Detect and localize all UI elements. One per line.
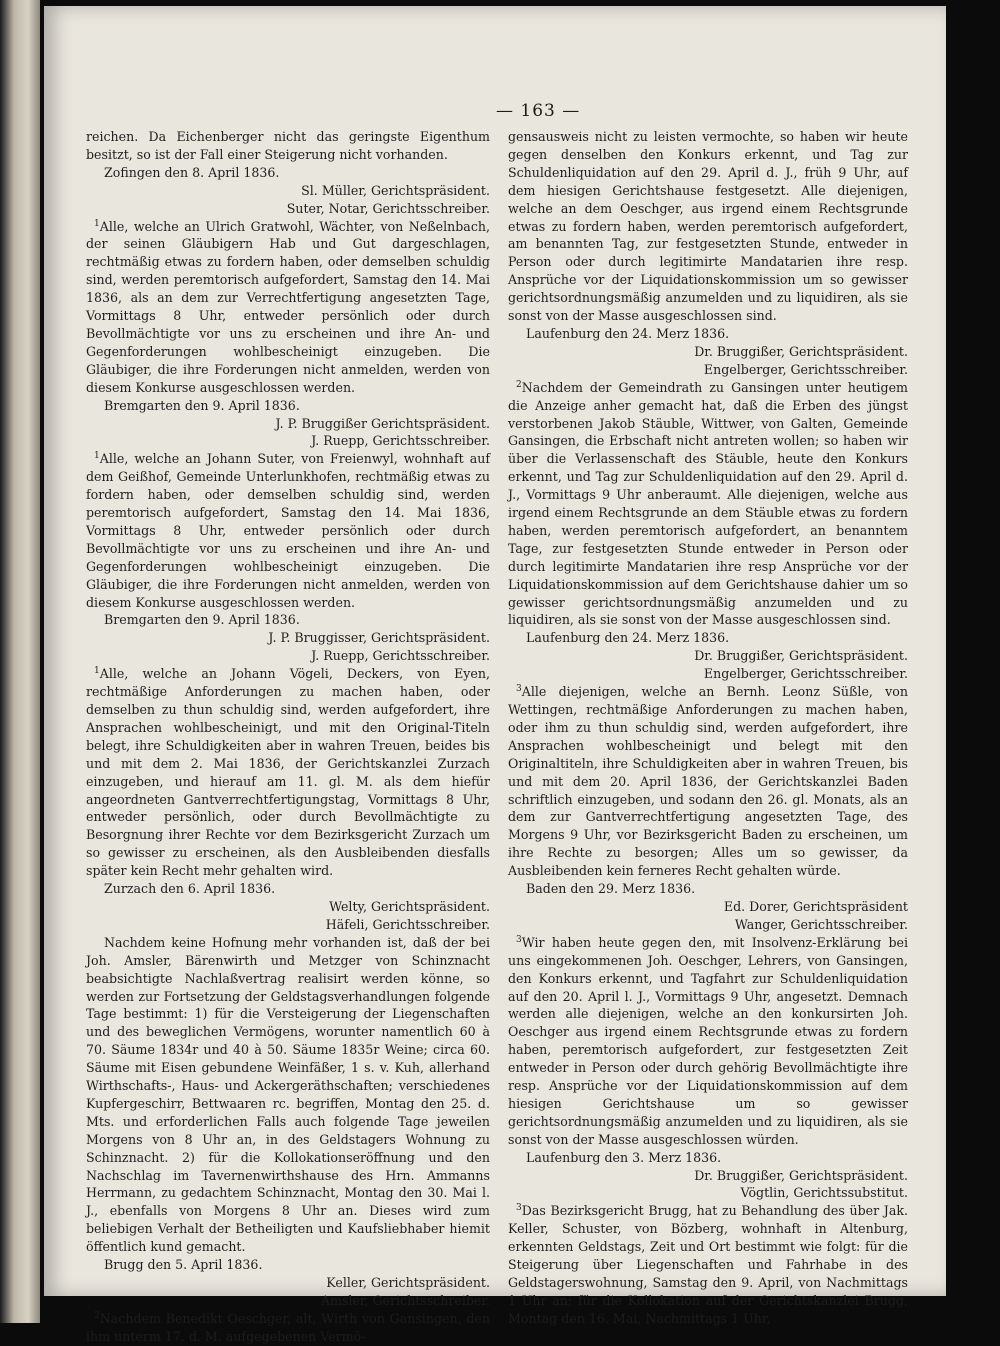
notice-signature: J. P. Bruggisser, Gerichtspräsident. — [268, 630, 490, 646]
footnote-marker: 1 — [94, 666, 100, 676]
notice-text: reichen. Da Eichenberger nicht das geringste Eigenthum besitzt, so ist der Fall einer Steigerung nicht vorhanden. — [86, 129, 490, 162]
notice-text — [508, 379, 908, 630]
footnote-marker: 1 — [94, 218, 100, 229]
notice-signature: Ed. Dorer, Gerichtspräsident — [723, 898, 908, 914]
notice-signature: Welty, Gerichtspräsident. — [329, 898, 490, 914]
notice-signature: Keller, Gerichtspräsident. — [326, 1275, 490, 1290]
notice-text: Nachdem keine Hofnung mehr vorhanden ist, daß der bei Joh. Amsler, Bärenwirth und Metzger von Schinznacht beabsichtigte Nachlaßvertrag realisirt werden könne, so werden zur Fortsetzung der Geldstagsverhandlungen folgende Tage bestimmt: 1) für die Versteigerung der Liegenschaften und des beweglichen Vermögens, worunter namentlich 60 à 70. Säume 1834r und 40 à 50. Säume 1835r Weine; circa 60. Säume mit Eisen gebundene Weinfäßer, 1 s. v. Kuh, allerhand Wirthschafts-, Haus- und Ackergeräthschaften; verschiedenes Kupfergeschirr, Bettwaaren rc. begriffen, Montag den 25. d. Mts. und erforderlichen Falls auch folgende Tage jeweilen Morgens von 8 Uhr an, in des Geldstagers Wohnung zu Schinznacht. 2) für die Kollokationseröffnung und den Nachschlag im Tavernenwirthshause des Hrn. Ammanns Herrmann, zu gedachtem Schinznacht, Montag den 30. Mai l. J., ebenfalls von Morgens 8 Uhr an. Dieses wird zum beliebigen Verhalt der Betheiligten und Kaufsliebhaber hiemit öffentlich kund gemacht. — [86, 934, 490, 1255]
notice-date: Zofingen den 8. April 1836. — [104, 164, 280, 180]
notice-date: Bremgarten den 9. April 1836. — [104, 612, 300, 628]
notice-date: Brugg den 5. April 1836. — [104, 1257, 263, 1273]
notice-text — [86, 218, 490, 397]
notice-date: Bremgarten den 9. April 1836. — [104, 397, 300, 413]
notice-signature: Engelberger, Gerichtsschreiber. — [703, 666, 908, 682]
notice-text: gensausweis nicht zu leisten vermochte, so haben wir heute gegen denselben den Konkurs erkennt, und Tag zur Schuldenliquidation auf den 29. April d. J., früh 9 Uhr, auf dem hiesigen Gerichtshause festgesetzt. Alle diejenigen, welche an dem Oeschger, aus irgend einem Rechtsgrunde etwas zu fordern haben, werden peremtorisch aufgefordert, am benannten Tag, zur festgesetzten Stunde, entweder in Person oder durch legitimirte Mandatarien ihre resp. Ansprüche vor der Liquidationskommission um so gewisser gerichtsordnungsmäßig anzumelden und zu liquidiren, als sie sonst von der Masse ausgeschlossen sind. — [508, 129, 908, 324]
left-column — [86, 128, 490, 1346]
notice-date: Laufenburg den 24. Merz 1836. — [526, 630, 730, 646]
footnote-marker: 2 — [94, 1310, 100, 1321]
notice-signature: Vögtlin, Gerichtssubstitut. — [740, 1185, 908, 1201]
footnote-marker: 3 — [516, 683, 522, 694]
notice-signature: Dr. Bruggißer, Gerichtspräsident. — [694, 343, 908, 359]
notice-body: Alle diejenigen, welche an Bernh. Leonz Süßle, von Wettingen, rechtmäßige Anforderungen zu machen haben, oder ihm zu thun schuldig sind, werden aufgefordert, ihre Ansprachen wohlbescheinigt und belegt mit den Originaltiteln, ihre Schuldigkeiten aber in wahren Treuen, bis und mit dem 20. April 1836, der Gerichtskanzlei Baden schriftlich einzugeben, und sodann den 26. gl. Monats, als an dem zur Gantverrechtfertigung angesetzten Tage, des Morgens 9 Uhr, vor Bezirksgericht Baden zu erscheinen, um ihre Rechte zu besorgen; Alles um so gewisser, da Ausbleibenden kein ferneres Recht gehalten würde. — [508, 684, 908, 879]
notice-body: Alle, welche an Johann Vögeli, Deckers, von Eyen, rechtmäßige Anforderungen zu machen haben, oder demselben zu thun schuldig sind, werden aufgefordert, ihre Ansprachen wohlbescheinigt, und mit den Original-Titeln belegt, ihre Schuldigkeiten aber in wahren Treuen, beides bis und mit dem 2. Mai 1836, der Gerichtskanzlei Zurzach einzugeben, und hierauf am 11. gl. M. als dem hiefür angeordneten Gantverrechtfertigungstag, Vormittags 8 Uhr, entweder persönlich, oder durch Bevollmächtigte zu Besorgnung ihrer Rechte vor dem Bezirksgericht Zurzach um so gewisser zu erscheinen, als den Ausbleibenden diesfalls später kein Recht mehr gehalten wird. — [86, 666, 490, 879]
notice-body: Wir haben heute gegen den, mit Insolvenz-Erklärung bei uns eingekommenen Joh. Oeschger, Lehrers, von Gansingen, den Konkurs erkennt, und Tagfahrt zur Schuldenliquidation auf den 20. April l. J., Vormittags 9 Uhr, angesetzt. Demnach werden alle diejenigen, welche an den konkursirten Joh. Oeschger aus irgend einem Rechtsgrunde etwas zu fordern haben, peremtorisch aufgefordert, zur festgesetzten Zeit entweder in Person oder durch gehörig Bevollmächtigte ihre resp. Ansprüche vor der Liquidationskommission auf dem hiesigen Gerichtshause um so gewisser gerichtsordnungsmäßig anzumelden und zu liquidiren, als sie sonst von der Masse ausgeschlossen würden. — [508, 934, 908, 1147]
notice-text — [508, 683, 908, 880]
notice-signature: Suter, Notar, Gerichtsschreiber. — [286, 200, 490, 216]
notice-date: Zurzach den 6. April 1836. — [104, 881, 276, 897]
page-number: — 163 — — [496, 101, 581, 121]
notice-text — [508, 934, 908, 1149]
notice-signature: J. Ruepp, Gerichtsschreiber. — [311, 648, 490, 664]
notice-date: Baden den 29. Merz 1836. — [526, 881, 696, 897]
notice-text — [86, 665, 490, 880]
notice-signature: J. Ruepp, Gerichtsschreiber. — [311, 433, 490, 449]
notice-signature: J. P. Bruggißer Gerichtspräsident. — [275, 415, 490, 431]
notice-text — [86, 1310, 490, 1346]
notice-body: Alle, welche an Ulrich Gratwohl, Wächter, von Neßelnbach, der seinen Gläubigern Hab und Gut dargeschlagen, rechtmäßig etwas zu fordern haben, oder demselben schuldig sind, werden peremtorisch aufgefordert, Samstag den 14. Mai 1836, als an dem zur Verrechtfertigung angesetzten Tage, Vormittags 8 Uhr, entweder persönlich oder durch Bevollmächtigte vor uns zu erscheinen und ihre An- und Gegenforderungen wohlbescheinigt einzugeben. Die Gläubiger, die ihre Forderungen nicht anmelden, werden von diesem Konkurse ausgeschlossen werden. — [86, 218, 490, 395]
notice-date: Laufenburg den 24. Merz 1836. — [526, 325, 730, 341]
notice-signature: Sl. Müller, Gerichtspräsident. — [301, 182, 490, 198]
notice-signature: Amsler, Gerichtsschreiber. — [320, 1292, 490, 1308]
notice-signature: Engelberger, Gerichtsschreiber. — [703, 361, 908, 377]
right-column — [508, 128, 908, 1328]
notice-text — [508, 1202, 908, 1327]
notice-signature: Dr. Bruggißer, Gerichtspräsident. — [694, 648, 908, 664]
footnote-marker: 2 — [516, 379, 522, 390]
notice-signature: Häfeli, Gerichtsschreiber. — [325, 916, 490, 932]
notice-signature: Wanger, Gerichtsschreiber. — [734, 916, 908, 932]
footnote-marker: 1 — [94, 451, 100, 462]
footnote-marker: 3 — [516, 934, 522, 945]
notice-body: Alle, welche an Johann Suter, von Freienwyl, wohnhaft auf dem Geißhof, Gemeinde Unterlunkhofen, rechtmäßig etwas zu fordern haben, oder demselben schuldig sind, werden peremtorisch aufgefordert, Samstag den 14. Mai 1836, Vormittags 8 Uhr, entweder persönlich oder durch Bevollmächtigte vor uns zu erscheinen und ihre An- und Gegenforderungen wohlbescheinigt einzugeben. Die Gläubiger, die ihre Forderungen nicht anmelden, werden von diesem Konkurse ausgeschlossen werden. — [86, 451, 490, 610]
notice-date: Laufenburg den 3. Merz 1836. — [526, 1149, 722, 1165]
notice-signature: Dr. Bruggißer, Gerichtspräsident. — [694, 1167, 908, 1183]
notice-body: Das Bezirksgericht Brugg, hat zu Behandlung des über Jak. Keller, Schuster, von Bözberg, wohnhaft in Altenburg, erkennten Geldstags, Zeit und Ort bestimmt wie folgt: für die Steigerung über Liegenschaften und Fahrhabe in des Geldstagerswohnung, Samstag den 9. April, von Nachmittags 1 Uhr an; für die Kollokation auf der Gerichtskanzlei Brugg, Montag den 16. Mai, Nachmittags 1 Uhr, — [508, 1203, 908, 1326]
notice-body: Nachdem der Gemeindrath zu Gansingen unter heutigem die Anzeige anher gemacht hat, daß die Erben des jüngst verstorbenen Jakob Stäuble, Wittwer, von Galten, Gemeinde Gansingen, die Erbschaft nicht antreten wollen; so haben wir über die Verlassenschaft des Stäuble, heute den Konkurs erkennt, und Tag zur Schuldenliquidation auf den 29. April d. J., Vormittags 9 Uhr anberaumt. Alle diejenigen, welche aus irgend einem Rechtsgrunde an dem Stäuble etwas zu fordern haben, werden peremtorisch aufgefordert, an benanntem Tage, zur festgesetzten Stunde entweder in Person oder durch legitimirte Mandatarien ihre resp Ansprüche vor der Liquidationskommission auf dem Gerichtshause dahier um so gewisser gerichtsordnungsmäßig anzumelden und zu liquidiren, als sie sonst von der Masse ausgeschlossen sind. — [508, 379, 908, 628]
left-page-edge — [0, 0, 40, 1323]
notice-body: Nachdem Benedikt Oeschger, alt, Wirth von Gansingen, den ihm unterm 17. d. M. aufgegebenen Vermö- — [86, 1310, 490, 1344]
footnote-marker: 3 — [516, 1203, 522, 1214]
notice-text — [86, 450, 490, 611]
